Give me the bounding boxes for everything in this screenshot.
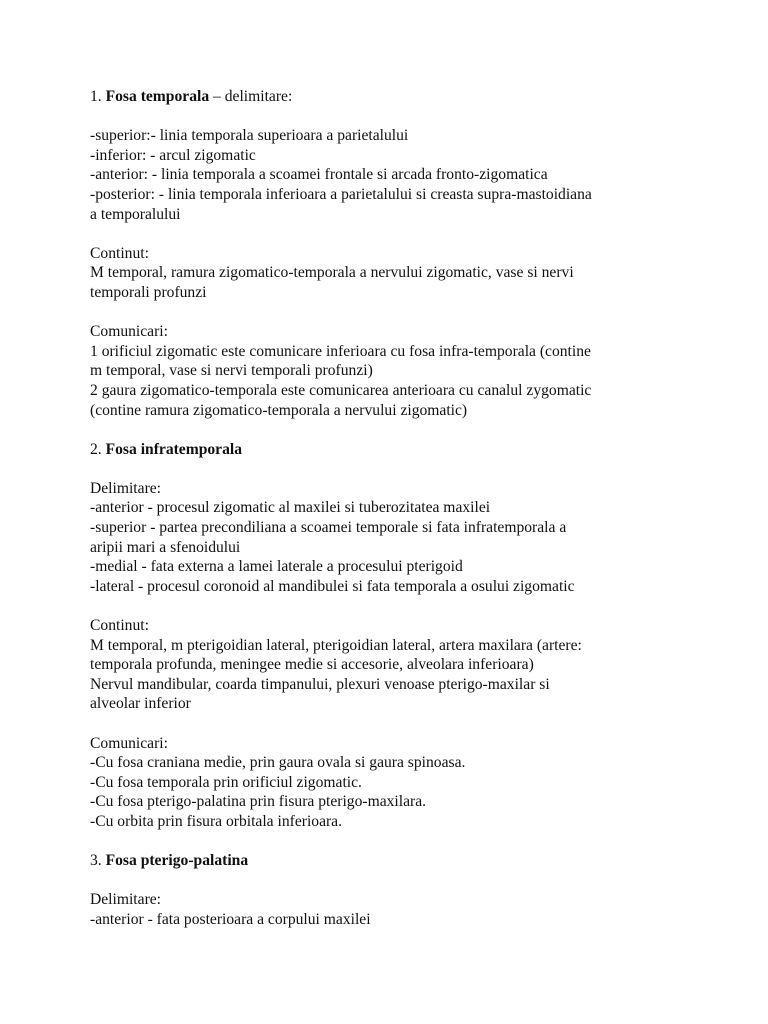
delimitare-line: a temporalului xyxy=(90,205,181,223)
comunicari-heading: Comunicari: xyxy=(90,734,168,752)
comunicari-line: 1 orificiul zigomatic este comunicare inferioara cu fosa infra-temporala (contine xyxy=(90,342,591,360)
comunicari-line: (contine ramura zigomatico-temporala a nervului zigomatic) xyxy=(90,401,468,419)
section-2-heading xyxy=(90,440,690,460)
continut-heading: Continut: xyxy=(90,617,149,635)
comunicari-line: m temporal, vase si nervi temporali profunzi) xyxy=(90,362,373,380)
section-3-heading xyxy=(90,851,690,871)
delimitare-line: -inferior: - arcul zigomatic xyxy=(90,146,256,164)
continut-line: M temporal, ramura zigomatico-temporala a nervului zigomatic, vase si nervi xyxy=(90,264,574,282)
delimitare-line: -anterior: - linia temporala a scoamei frontale si arcada fronto-zigomatica xyxy=(90,166,548,184)
comunicari-line: -Cu fosa pterigo-palatina prin fisura pterigo-maxilara. xyxy=(90,793,427,811)
delimitare-line: -superior:- linia temporala superioara a parietalului xyxy=(90,127,409,145)
delimitare-line: -superior - partea precondiliana a scoamei temporale si fata infratemporala a xyxy=(90,519,567,537)
section-title-suffix: – delimitare: xyxy=(213,88,293,105)
delimitare-line: -anterior - procesul zigomatic al maxilei si tuberozitatea maxilei xyxy=(90,499,491,517)
section-number: 1. xyxy=(90,88,102,105)
section-title: Fosa pterigo-palatina xyxy=(105,852,249,870)
comunicari-heading: Comunicari: xyxy=(90,323,168,341)
section-1-heading xyxy=(90,87,690,107)
delimitare-heading: Delimitare: xyxy=(90,891,162,909)
delimitare-line: aripii mari a sfenoidului xyxy=(90,538,241,556)
delimitare-line: -anterior - fata posterioara a corpului maxilei xyxy=(90,910,371,928)
section-title: Fosa temporala xyxy=(105,88,210,105)
comunicari-line: -Cu fosa temporala prin orificiul zigomatic. xyxy=(90,773,362,791)
continut-line: Nervul mandibular, coarda timpanului, plexuri venoase pterigo-maxilar si xyxy=(90,675,550,693)
delimitare-line: -lateral - procesul coronoid al mandibulei si fata temporala a osului zigomatic xyxy=(90,577,575,595)
comunicari-line: -Cu fosa craniana medie, prin gaura ovala si gaura spinoasa. xyxy=(90,754,466,772)
continut-heading: Continut: xyxy=(90,244,149,262)
section-title: Fosa infratemporala xyxy=(105,440,243,458)
document-page xyxy=(90,87,690,930)
continut-line: temporala profunda, meningee medie si accesorie, alveolara inferioara) xyxy=(90,656,534,674)
continut-line: M temporal, m pterigoidian lateral, pterigoidian lateral, artera maxilara (artere: xyxy=(90,636,582,654)
delimitare-heading: Delimitare: xyxy=(90,479,162,497)
comunicari-line: 2 gaura zigomatico-temporala este comunicarea anterioara cu canalul zygomatic xyxy=(90,381,592,399)
continut-line: temporali profunzi xyxy=(90,283,207,301)
delimitare-line: -medial - fata externa a lamei laterale a procesului pterigoid xyxy=(90,558,463,576)
comunicari-line: -Cu orbita prin fisura orbitala inferioara. xyxy=(90,812,343,830)
delimitare-line: -posterior: - linia temporala inferioara a parietalului si creasta supra-mastoidiana xyxy=(90,185,592,203)
section-number: 2. xyxy=(90,440,102,458)
continut-line: alveolar inferior xyxy=(90,695,191,713)
section-number: 3. xyxy=(90,852,102,870)
